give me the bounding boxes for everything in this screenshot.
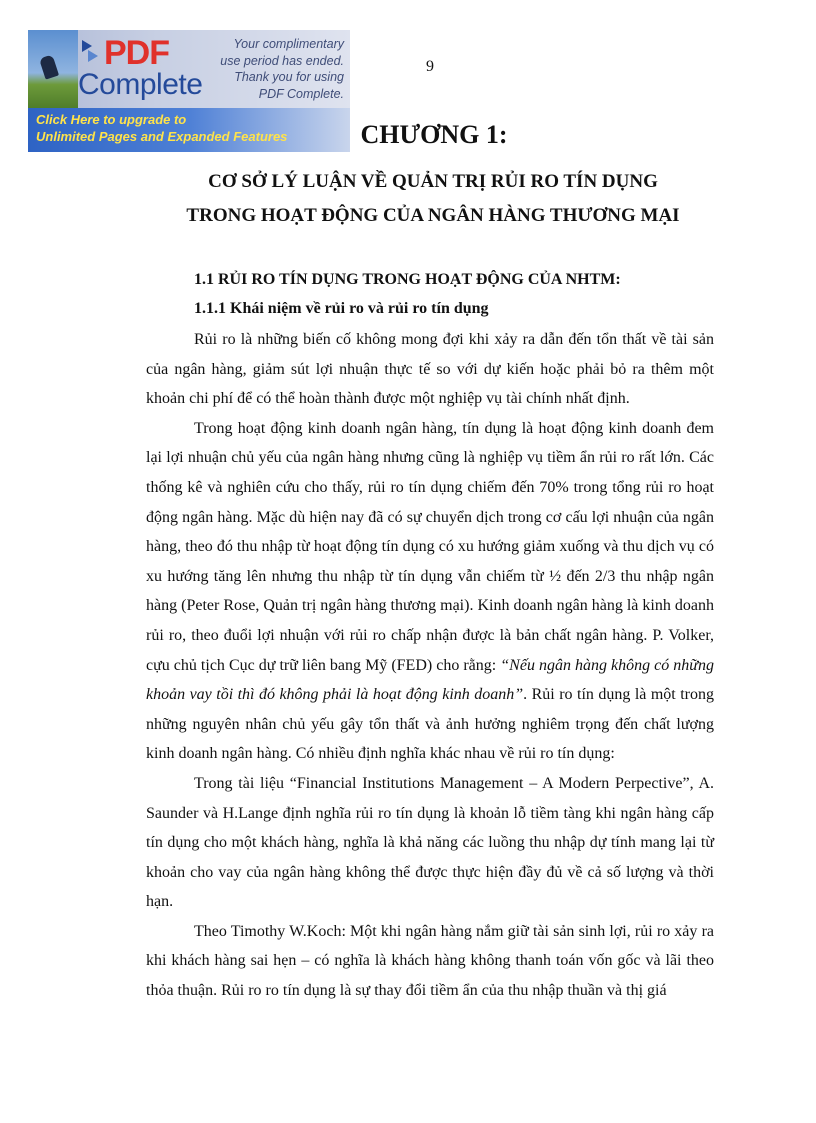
pdf-complete-logo [78,34,218,104]
body-text [146,325,714,1006]
trial-message-line: use period has ended. [220,53,344,68]
figure-icon [39,54,59,79]
logo-pdf-text: PDF [104,34,169,72]
paragraph-text: . Rủi ro tín dụng là một trong những nguyên nhân chủ yếu gây tổn thất và ảnh hưởng nghiêm trọng đến chất lượng kinh doanh ngân hàng. Có nhiều định nghĩa khác nhau về rủi ro tín dụng: [146,686,715,763]
logo-chevron-icon [80,38,102,66]
chapter-subtitle-line: CƠ SỞ LÝ LUẬN VỀ QUẢN TRỊ RỦI RO TÍN DỤNG [208,171,658,192]
paragraph: Theo Timothy W.Koch: Một khi ngân hàng nắm giữ tài sản sinh lợi, rủi ro xảy ra khi khách hàng sai hẹn – có nghĩa là khách hàng không thanh toán vốn gốc và lãi theo thỏa thuận. Rủi ro ro tín dụng là sự thay đổi tiềm ẩn của thu nhập thuần và thị giá [146,922,714,1000]
chapter-subtitle-line: TRONG HOẠT ĐỘNG CỦA NGÂN HÀNG THƯƠNG MẠI [186,205,680,226]
paragraph: Trong tài liệu “Financial Institutions Management – A Modern Perpective”, A. Saunder và H.Lange định nghĩa rủi ro tín dụng là khoản lỗ tiềm tàng khi ngân hàng cấp tín dụng cho một khách hàng, nghĩa là khả năng các luồng thu nhập dự tính mang lại từ khoản cho vay của ngân hàng không thể được thực hiện đầy đủ về cả số lượng và thời hạn. [146,774,714,911]
trial-message-line: Thank you for using [234,70,344,84]
paragraph: Rủi ro là những biến cố không mong đợi khi xảy ra dẫn đến tổn thất về tài sản của ngân hàng, giảm sút lợi nhuận thực tế so với dự kiến hoặc phải bỏ ra thêm một khoản chi phí để có thể hoàn thành được một nghiệp vụ tài chính nhất định. [146,331,714,408]
parachute-photo-icon [28,30,78,108]
section-heading: 1.1 RỦI RO TÍN DỤNG TRONG HOẠT ĐỘNG CỦA NHTM: [194,271,621,288]
paragraph-text: Trong hoạt động kinh doanh ngân hàng, tín dụng là hoạt động kinh doanh đem lại lợi nhuận chủ yếu của ngân hàng nhưng cũng là nghiệp vụ tiềm ẩn rủi ro rất lớn. Các thống kê và nghiên cứu cho thấy, rủi ro tín dụng chiếm đến 70% trong tổng rủi ro hoạt động ngân hàng. Mặc dù hiện nay đã có sự chuyển dịch trong cơ cấu lợi nhuận của ngân hàng, theo đó thu nhập từ hoạt động tín dụng có xu hướng giảm xuống và thu dịch vụ có xu hướng tăng lên nhưng thu nhập từ tín dụng vẫn chiếm từ ½ đến 2/3 thu nhập ngân hàng (Peter Rose, Quản trị ngân hàng thương mại). Kinh doanh ngân hàng là kinh doanh rủi ro, theo đuổi lợi nhuận với rủi ro chấp nhận được là bản chất ngân hàng. P. Volker, cựu chủ tịch Cục dự trữ liên bang Mỹ (FED) cho rằng: [146,419,714,674]
quote-text: “Nếu ngân hàng không có những khoản vay tồi thì đó không phải là hoạt động kinh doanh” [146,656,715,704]
banner-header [28,30,350,108]
logo-complete-text: Complete [78,68,203,101]
upgrade-link-line[interactable]: Unlimited Pages and Expanded Features [36,129,288,144]
subsection-heading: 1.1.1 Khái niệm về rủi ro và rủi ro tín dụng [194,300,489,317]
page-number: 9 [426,58,434,75]
trial-message [206,36,344,102]
paragraph [146,414,714,769]
trial-message-line: PDF Complete. [258,86,344,101]
chapter-title: CHƯƠNG 1: [360,120,508,149]
trial-message-line: Your complimentary [233,37,344,51]
upgrade-link-line[interactable]: Click Here to upgrade to [36,112,187,127]
